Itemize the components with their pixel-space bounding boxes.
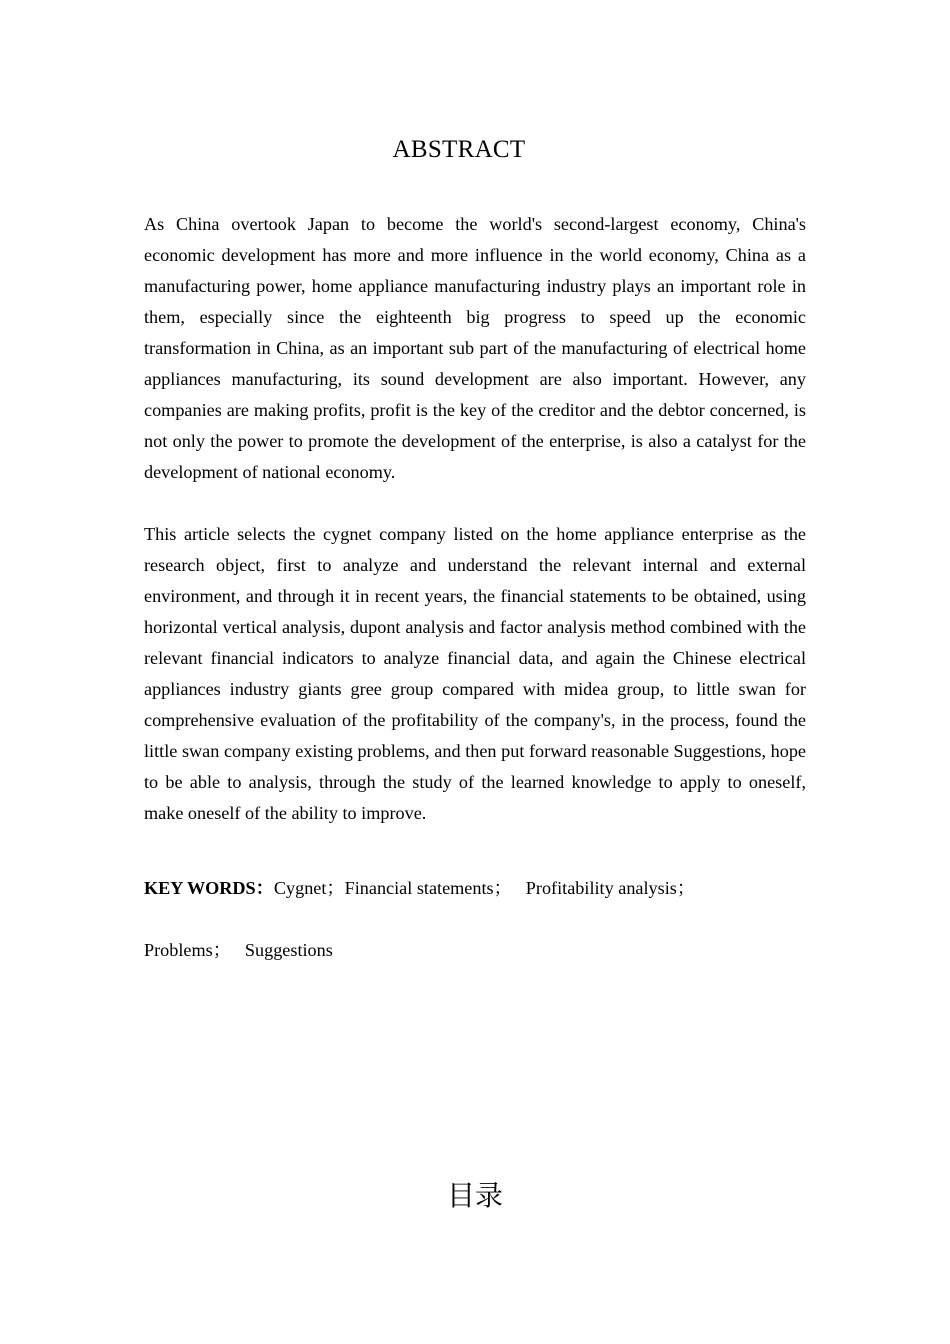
keywords-line-continued bbox=[144, 935, 333, 966]
keywords-line bbox=[144, 873, 695, 904]
keyword-item: Profitability analysis； bbox=[525, 878, 696, 898]
keyword-item: Problems； bbox=[144, 940, 231, 960]
keywords-label: KEY WORDS： bbox=[144, 878, 274, 898]
keyword-item: Financial statements； bbox=[344, 878, 512, 898]
keyword-item: Suggestions bbox=[244, 940, 333, 960]
toc-title: 目录 bbox=[446, 1179, 503, 1212]
abstract-title: ABSTRACT bbox=[392, 136, 526, 163]
abstract-paragraph-1: As China overtook Japan to become the world's second-largest economy, China's economic development has more and more influence in the world economy, China as a manufacturing power, home appliance manufacturing industry plays an important role in them, especially since the eighteenth big progress to speed up the economic transformation in China, as an important sub part of the manufacturing of electrical home appliances manufacturing, its sound development are also important. However, any companies are making profits, profit is the key of the creditor and the debtor concerned, is not only the power to promote the development of the enterprise, is also a catalyst for the development of national economy. bbox=[144, 214, 806, 482]
abstract-paragraph-2: This article selects the cygnet company listed on the home appliance enterprise as the research object, first to analyze and understand the relevant internal and external environment, and through it in recent years, the financial statements to be obtained, using horizontal vertical analysis, dupont analysis and factor analysis method combined with the relevant financial indicators to analyze financial data, and again the Chinese electrical appliances industry giants gree group compared with midea group, to little swan for comprehensive evaluation of the profitability of the company's, in the process, found the little swan company existing problems, and then put forward reasonable Suggestions, hope to be able to analysis, through the study of the learned knowledge to apply to oneself, make oneself of the ability to improve. bbox=[144, 524, 806, 823]
keyword-item: Cygnet； bbox=[273, 878, 345, 898]
